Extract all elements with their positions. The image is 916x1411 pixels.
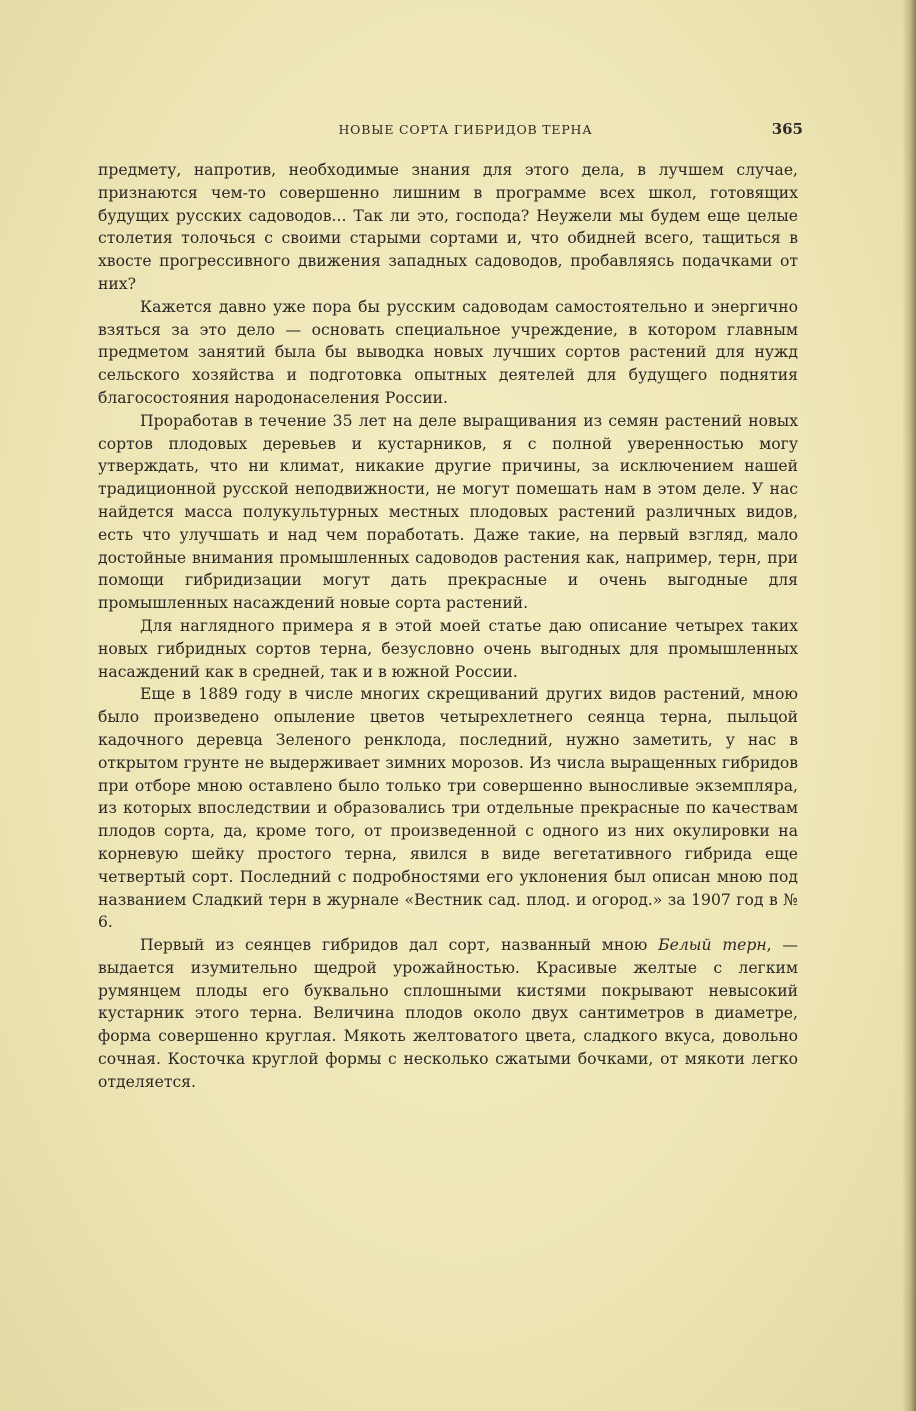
page-header bbox=[98, 120, 803, 142]
paragraph-5: Еще в 1889 году в числе многих скрещиваний других видов растений, мною было произведено опыление цветов четырехлетнего сеянца терна, пыльцой кадочного деревца Зеленого ренклода, последний, нужно заметить, у нас в открытом грунте не выдерживает зимних морозов. Из числа выращенных гибридов при отборе мною оставлено было только три совершенно выносливые экземпляра, из которых впоследствии и образовались три отдельные прекрасные по качествам плодов сорта, да, кроме того, от произведенной с одного из них окулировки на корневую шейку простого терна, явился в виде вегетативного гибрида еще четвертый сорт. Последний с подробностями его уклонения был описан мною под названием Сладкий терн в журнале «Вестник сад. плод. и огород.» за 1907 год в № 6. bbox=[98, 685, 798, 932]
paragraph-6-start: Первый из сеянцев гибридов дал сорт, названный мною bbox=[140, 936, 659, 955]
paragraph-6 bbox=[98, 934, 798, 1094]
body-text bbox=[98, 159, 798, 1094]
running-head: НОВЫЕ СОРТА ГИБРИДОВ ТЕРНА bbox=[338, 122, 593, 137]
paragraph-3: Проработав в течение 35 лет на деле выращивания из семян растений новых сортов плодовых деревьев и кустарников, я с полной уверенностью могу утверждать, что ни климат, никакие другие причины, за исключением нашей традиционной русской неподвижности, не могут помешать нам в этом деле. У нас найдется масса полукультурных местных плодовых растений различных видов, есть что улучшать и над чем поработать. Даже такие, на первый взгляд, мало достойные внимания промышленных садоводов растения как, например, терн, при помощи гибридизации могут дать прекрасные и очень выгодные для промышленных насаждений новые сорта растений. bbox=[98, 411, 798, 613]
paragraph-4: Для наглядного примера я в этой моей статье даю описание четырех таких новых гибридных сортов терна, безусловно очень выгодных для промышленных насаждений как в средней, так и в южной России. bbox=[98, 616, 798, 681]
variety-name-white-thorn: Белый терн bbox=[658, 936, 767, 955]
paragraph-2: Кажется давно уже пора бы русским садоводам самостоятельно и энергично взяться за это дело — основать специальное учреждение, в котором главным предметом занятий была бы выводка новых лучших сортов растений для нужд сельского хозяйства и подготовка опытных деятелей для будущего поднятия благосостояния народонаселения России. bbox=[98, 297, 798, 407]
page-number: 365 bbox=[771, 120, 803, 138]
paragraph-1: предмету, напротив, необходимые знания для этого дела, в лучшем случае, признаются чем-то совершенно лишним в программе всех школ, готовящих будущих русских садоводов... Так ли это, господа? Неужели мы будем еще целые столетия толочься с своими старыми сортами и, что обидней всего, тащиться в хвосте прогрессивного движения западных садоводов, пробавляясь подачками от них? bbox=[98, 161, 798, 293]
paragraph-6-end: , — выдается изумительно щедрой урожайностью. Красивые желтые с легким румянцем плоды его буквально сплошными кистями покрывают невысокий кустарник этого терна. Величина плодов около двух сантиметров в диаметре, форма совершенно круглая. Мякоть желтоватого цвета, сладкого вкуса, довольно сочная. Косточка круглой формы с несколько сжатыми бочками, от мякоти легко отделяется. bbox=[98, 936, 798, 1091]
